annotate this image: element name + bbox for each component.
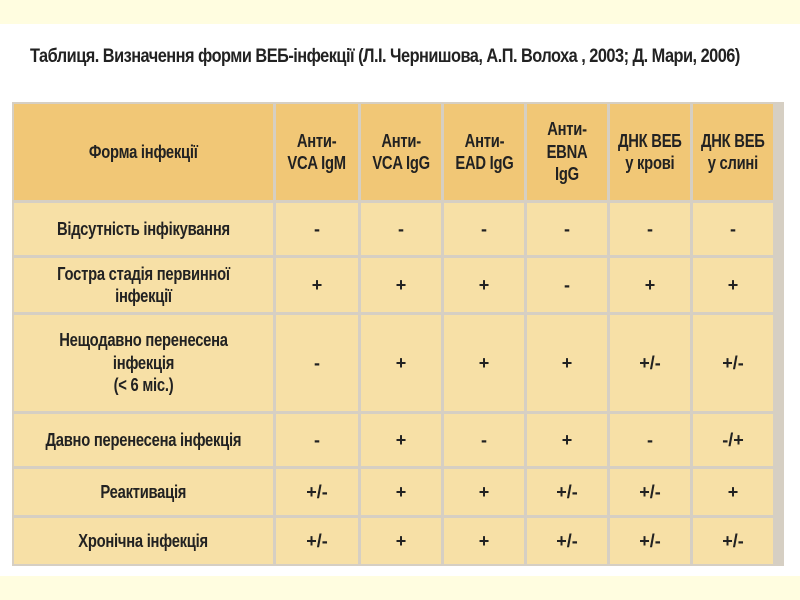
table-cell: +: [444, 315, 524, 411]
table-title: Таблиця. Визначення форми ВЕБ-інфекції (Л.І. Чернишова, А.П. Волоха , 2003; Д. Мари, 2006): [30, 46, 740, 67]
table-cell: -: [610, 203, 690, 255]
table-cell: +: [361, 258, 441, 312]
table-cell: -: [527, 203, 607, 255]
table-cell: +: [361, 414, 441, 466]
row-label: [14, 203, 273, 255]
table-cell: +/-: [610, 315, 690, 411]
table-cell: +: [444, 469, 524, 515]
row-label: [14, 414, 273, 466]
table-cell: -: [276, 414, 358, 466]
table-cell: +/-: [693, 518, 773, 564]
header-dna-saliva: [693, 104, 773, 200]
header-vca-igg: [361, 104, 441, 200]
header-ebna-igg: [527, 104, 607, 200]
table-cell: +: [610, 258, 690, 312]
header-vca-igg-label: Анти- VCA IgG: [372, 130, 430, 173]
table-cell: -: [693, 203, 773, 255]
table-cell: +/-: [610, 518, 690, 564]
table-cell: +/-: [527, 518, 607, 564]
table-cell: +: [361, 518, 441, 564]
table-cell: +: [527, 414, 607, 466]
table-cell: +/-: [610, 469, 690, 515]
infection-table: [12, 102, 784, 566]
row-label-text: Давно перенесена інфекція: [45, 429, 242, 450]
table-cell: +/-: [693, 315, 773, 411]
row-label-text: Відсутність інфікування: [57, 218, 230, 239]
row-label: [14, 315, 273, 411]
row-label: [14, 258, 273, 312]
header-form-label: Форма інфекції: [89, 141, 198, 162]
table-cell: -: [444, 414, 524, 466]
table-cell: -: [610, 414, 690, 466]
header-dna-saliva-label: ДНК ВЕБ у слині: [701, 130, 765, 173]
table-cell: +/-: [527, 469, 607, 515]
table-cell: -/+: [693, 414, 773, 466]
table-cell: -: [276, 203, 358, 255]
row-label-text: Гостра стадія первинної інфекції: [57, 263, 230, 306]
header-ead-igg: [444, 104, 524, 200]
header-dna-blood-label: ДНК ВЕБ у крові: [618, 130, 682, 173]
table-cell: -: [361, 203, 441, 255]
header-form: [14, 104, 273, 200]
table-cell: -: [444, 203, 524, 255]
table-cell: -: [527, 258, 607, 312]
header-dna-blood: [610, 104, 690, 200]
table-cell: +/-: [276, 469, 358, 515]
row-label-text: Нещодавно перенесена інфекція (< 6 міс.): [59, 330, 228, 396]
table-cell: +: [693, 469, 773, 515]
table-cell: +: [361, 469, 441, 515]
table-cell: +: [361, 315, 441, 411]
table-cell: +: [444, 258, 524, 312]
table-cell: -: [276, 315, 358, 411]
header-ebna-igg-label: Анти- EBNA IgG: [546, 119, 588, 185]
table-cell: +: [527, 315, 607, 411]
row-label: [14, 518, 273, 564]
row-label-text: Хронічна інфекція: [78, 530, 209, 551]
row-label-text: Реактивація: [100, 481, 187, 502]
header-ead-igg-label: Анти- EAD IgG: [454, 130, 514, 173]
table-cell: +/-: [276, 518, 358, 564]
table-cell: +: [444, 518, 524, 564]
header-vca-igm-label: Анти- VCA IgM: [287, 130, 347, 173]
header-vca-igm: [276, 104, 358, 200]
table-cell: +: [693, 258, 773, 312]
row-label: [14, 469, 273, 515]
table-cell: +: [276, 258, 358, 312]
